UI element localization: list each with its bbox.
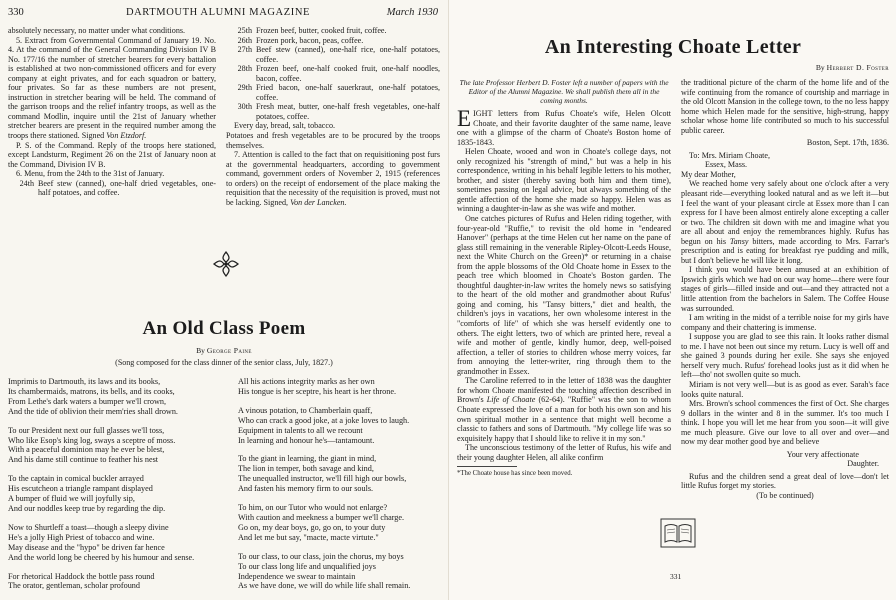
- paragraph: absolutely necessary, no matter under what conditions.: [8, 26, 186, 35]
- paragraph: Rufus and the children send a great deal of love—don't let little Rufus forget my stories.: [681, 471, 889, 491]
- menu-item: 27th Beef stew (canned), one-half rice, one-half potatoes, coffee.: [237, 45, 440, 64]
- paragraph: EIGHT letters from Rufus Choate's wife, Helen Olcott Choate, and their favorite daughter of the same name, leave one with a glimpse of the charm of Choate's Boston home of 1835-1843.: [457, 106, 671, 147]
- addressee: To: Mrs. Miriam Choate,: [689, 150, 771, 160]
- closing: Your very affectionate: [786, 449, 859, 459]
- stanza: Now to Shurtleff a toast—though a sleepy divine He's a jolly High Priest of tobacco and wine. May disease and the "hypo" be driven far hence And the world long be cheered by his humour and sense.: [8, 522, 195, 562]
- right-column-2: [681, 78, 889, 501]
- stanza: To our President next our full glasses we'll toss, Who like Esop's king log, sways a sceptre of moss. With a peaceful dominion may he ever be blest, And his dame still continue to feather his nest: [8, 425, 176, 465]
- menu-item: 29th Fried bacon, one-half sauerkraut, one-half potatoes, coffee.: [237, 83, 440, 102]
- menu-item: 25th Frozen beef, butter, cooked fruit, coffee.: [237, 26, 387, 35]
- paragraph: I think you would have been amused at an exhibition of Ipswich girls which we had on our way home—there were four stages of girls—filled inside and out—and they attracted not a little attention from the bachelors in Salem. The Coffee House was surrounded.: [681, 265, 889, 313]
- paragraph: Mrs. Brown's school commences the first of Oct. She charges 9 dollars in the winter and 8 in the summer. It's too much I think. I hope you will let me hear from you soon—it will give me much pleasure. Give our love to all over and over—and now my dear mother good bye and believe: [681, 399, 889, 447]
- poem-subtitle: (Song composed for the class dinner of the senior class, July, 1827.): [115, 358, 333, 367]
- closing-signature: Daughter.: [847, 459, 879, 469]
- article-author: Herbert D. Foster: [826, 63, 889, 72]
- fleuron-ornament-icon: [212, 250, 240, 278]
- menu-item: 30th Fresh meat, butter, one-half fresh vegetables, one-half potatoes, coffee.: [237, 102, 440, 121]
- paragraph: Helen Choate, wooed and won in Choate's college days, not only recognized his "strength of mind," but was a help in his correspondence, writing in his behalf legible letters to his mother, brother, and sister (thereby saving both him and them time), sometimes passing on legal advice, but always something of the gentle affection of the home she made so happy. Helen was as winning a daughter-in-law as she was wife and mother.: [457, 147, 671, 214]
- editor-note: The late Professor Herbert D. Foster left a number of papers with the Editor of the Alumni Magazine. We shall publish them all in the coming months.: [459, 78, 669, 105]
- stanza: Imprimis to Dartmouth, its laws and its books, Its chambermaids, matrons, its bells, and its cooks, From Lethe's dark waters a bumper we'll crown, And the tide of oblivion their mem'ries shall drown.: [8, 377, 178, 416]
- menu-item: 26th Frozen pork, bacon, peas, coffee.: [237, 35, 364, 45]
- paragraph: I am writing in the midst of a terrible noise for my girls have company and their chattering is immense.: [681, 313, 889, 332]
- poem-title: An Old Class Poem: [142, 318, 306, 339]
- paragraph: Miriam is not very well—but is as good as ever. Sarah's face looks quite natural.: [681, 379, 889, 399]
- right-page: [448, 0, 896, 600]
- paragraph: the traditional picture of the charm of the home life and of the wife continuing from the romance of courtship and marriage in the old Olcott Mansion in the college town, to the no less happy home which Helen made for the sensitive, high-strung, happy scholar whose home life contributed so much to his successful public career.: [681, 78, 889, 135]
- stanza: To him, on our Tutor who would not enlarge? With caution and meekness a bumper we'll charge. Go on, my dear boys, go, go on, to your duty And let me but say, "macte, macte virtute.": [238, 503, 405, 542]
- right-column-1: [457, 78, 671, 479]
- article-title: An Interesting Choate Letter: [544, 36, 802, 58]
- page-number: 330: [8, 7, 24, 18]
- signature: Von der Lancken.: [290, 197, 347, 207]
- footnote: *The Choate house has since been moved.: [457, 470, 573, 478]
- menu-item: 28th Frozen beef, one-half cooked fruit, one-half noodles, bacon, coffee.: [237, 64, 440, 83]
- stanza: To the captain in comical buckler arrayed His escutcheon a triangle rampant displayed A bumper of fluid we will joyfully sip, And our noddles keep true by regarding the dip.: [8, 474, 166, 513]
- paragraph: The Caroline referred to in the letter of 1838 was the daughter for whom Choate manifested the touching affection described in Brown's Life of Choate (62-64). "Ruffie" was the son to whom Choate expressed the love of a man for both his own son and his own spiritual mother in a sentence that might well become a classic to fathers and sons of Dartmouth. "My college life was so exquisitely happy that I should like to relive it in my son.": [457, 376, 671, 443]
- paragraph: 5. Extract from Governmental Command of January 19. No. 4. At the command of the General Commanding Division IV B No. 177/16 the number of stretcher bearers for every battalion is established at two non-commissioned officers and for every company at eight privates, and for each squadron or battery, four privates. So far as these numbers are not present, instruction in stretcher bearing will be held. The command of the garrison troops and the relief infantry troops, as well as the command Modlin, inquire until the 21st of January whether stretcher bearers are present in the required number among the troops there stationed. Signed Von Etzdorf.: [8, 35, 216, 141]
- open-book-emblem-icon: [660, 518, 696, 548]
- magazine-title: DARTMOUTH ALUMNI MAGAZINE: [125, 7, 311, 18]
- stanza: A vinous potation, to Chamberlain quaff, Who can crack a good joke, at a joke loves to laugh. Equipment in talents to all we recount In learning and honour he's—tantamount.: [238, 405, 410, 445]
- poem-right-column: [238, 377, 444, 600]
- paragraph: Every day, bread, salt, tobacco.: [234, 121, 336, 131]
- stanza: To our class, to our class, join the chorus, my boys To our class long life and unqualified joys Independence we swear to maintain As we have done, we will do while life shall remain.: [238, 551, 411, 591]
- salutation: My dear Mother,: [681, 169, 736, 179]
- dateline: Boston, Sept. 17th, 1836.: [806, 138, 889, 148]
- paragraph: 7. Attention is called to the fact that on requisitioning post furs at the governmental headquarters, according to government command, government orders of November 2, 1915 (references to orders) on the receipt of endorsement of the place making the requisition that the necessity of the requisition is proved, must not be lacking. Signed, Von der Lancken.: [226, 150, 440, 207]
- poem-left-column: [8, 377, 226, 600]
- left-column-2: [226, 26, 440, 207]
- addressee-place: Essex, Mass.: [705, 160, 748, 170]
- stanza: For rhetorical Haddock the bottle pass round The orator, gentleman, scholar profound: [8, 571, 155, 591]
- menu-item: 24th Beef stew (canned), one-half dried vegetables, one-half potatoes, and coffee.: [19, 178, 216, 198]
- issue-date: March 1930: [386, 7, 438, 18]
- stanza: All his actions integrity marks as her own His tongue is her sceptre, his heart is her throne.: [238, 377, 397, 396]
- right-page-number: 331: [670, 572, 682, 581]
- continued-note: (To be continued): [756, 490, 814, 500]
- drop-cap: E: [457, 106, 472, 131]
- article-byline: By Herbert D. Foster: [815, 63, 889, 72]
- paragraph: One catches pictures of Rufus and Helen riding together, with four-year-old "Ruffie," to revisit the old home in "endeared Hanover" (perhaps at the time Helen cut her name on the pane of glass still remaining in the venerable Ripley-Olcott-Leeds House, next the White Church on the Green)* or returning in a chaise from the apple blossoms of the Old Choate home in Essex to the peach tree which bloomed in Choate's Boston garden. The thoughtful daughter-in-law writes the homely news so satisfying to the heart of the old mother and grandmother about Rufus' going and coming, his "Tansy bitters," diet and health, the children's joys in vacations, her own wholesome interest in the "comforts of life" of which she was herself evidently one to others. The eight letters, two of which are printed here, reveal a wife and mother of gentle, kindly humor, deep, well-poised affection, a teller of stories to children whose merry voices, far from annoying the letter-writer, ring through them to the grandmother in Essex.: [457, 214, 671, 376]
- signature: Von Etzdorf.: [106, 131, 147, 141]
- paragraph: The unconscious testimony of the letter of Rufus, his wife and their young daughter Helen, all alike confirm: [457, 443, 671, 462]
- left-column-1: [8, 26, 216, 198]
- menu-list: [226, 26, 440, 121]
- stanza: To the giant in learning, the giant in mind, The lion in temper, both savage and kind, The unequalled instructor, we'll fill high our bowls, And fasten his memory firm to our souls.: [238, 454, 407, 494]
- paragraph: I suppose you are glad to see this rain. It looks rather dismal to me. I have not been out since my return. Lucy is well off and she gained 3 pounds during her exile. She says she enjoyed herself very much. Rufus' forehead looks just as it did when he left—tho' not swollen quite so much.: [681, 332, 889, 380]
- poem-author: George Paine: [206, 346, 252, 355]
- poem-byline: By George Paine: [196, 346, 252, 355]
- menu-list: [8, 179, 216, 198]
- paragraph: We reached home very safely about one o'clock after a very pleasant ride—everything looked natural and as we left it—but I feel the want of your pleasant circle at Essex more than I can express for I have been almost entirely alone excepting a caller or two. The children sit down with me and imagine what you are all about and enjoy the remembrances highly. Rufus has begun on his Tansy bitters, made according to Mrs. Farrar's prescription and is eating for breakfast rye pudding and milk, but I don't believe he will like it long.: [681, 179, 889, 265]
- paragraph: Potatoes and fresh vegetables are to be procured by the troops themselves.: [226, 131, 440, 150]
- footnote-rule: [457, 466, 517, 467]
- paragraph: P. S. of the Command. Reply of the troops here stationed, except Landsturm, Regiment 26 on the 21st of January noon at the Command, Division IV B.: [8, 140, 216, 169]
- paragraph: 6. Menu, from the 24th to the 31st of January.: [16, 169, 165, 179]
